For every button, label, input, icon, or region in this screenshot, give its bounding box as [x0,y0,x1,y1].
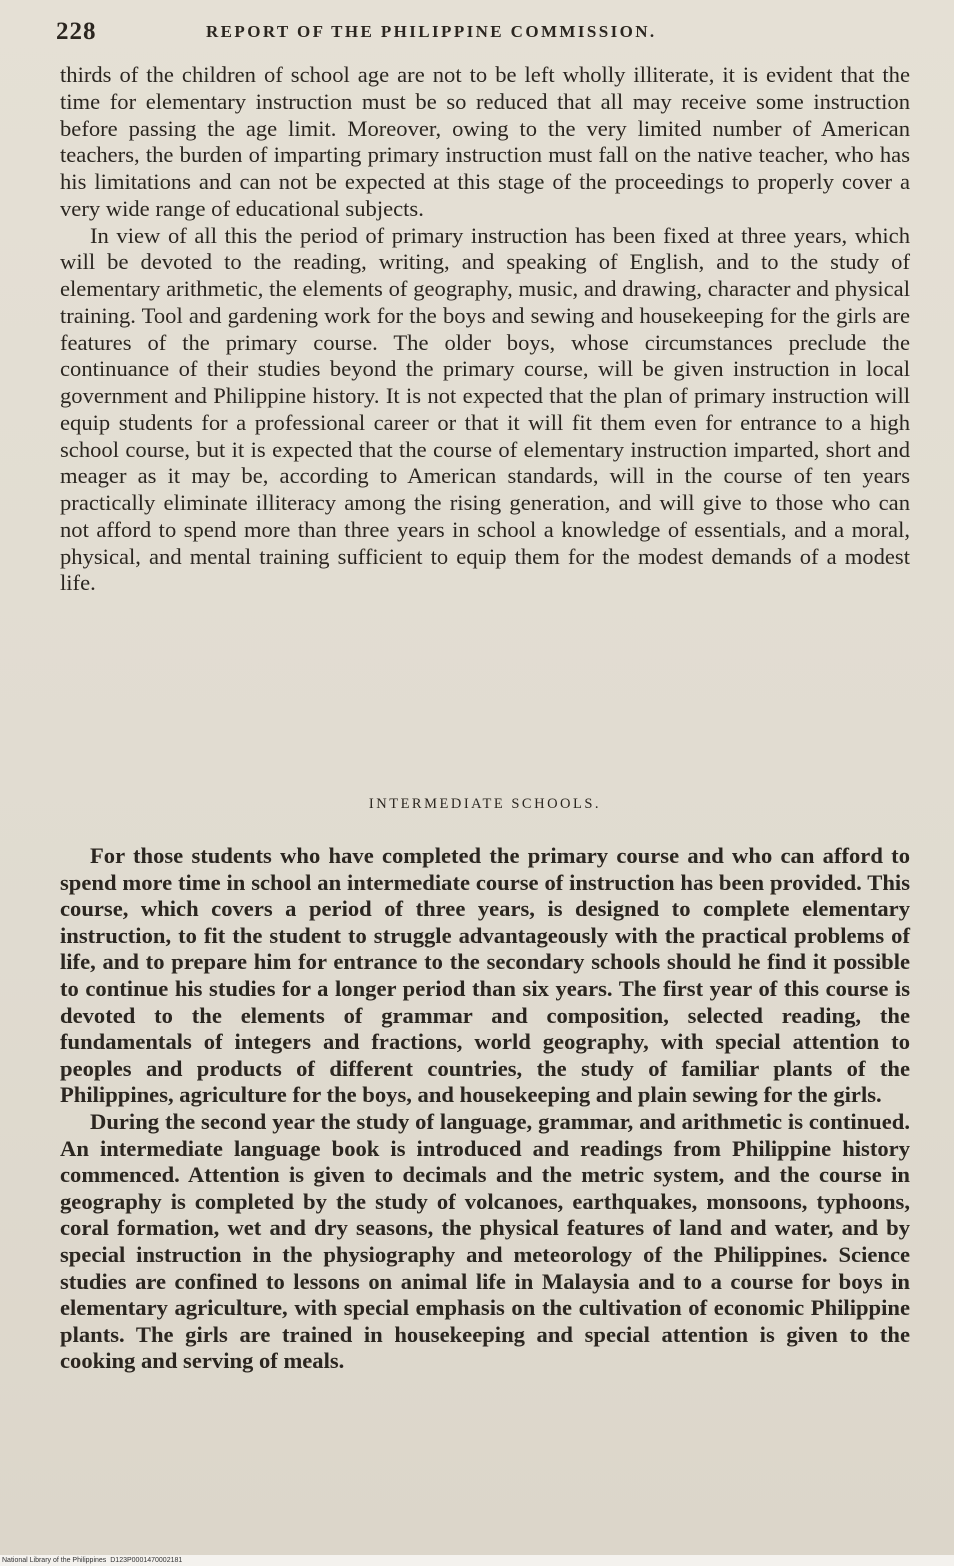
section-heading: INTERMEDIATE SCHOOLS. [368,796,602,812]
body-text-intermediate-schools [60,843,910,1375]
paragraph-second-year: During the second year the study of language, grammar, and arithmetic is continued. An intermediate language book is introduced and readings from Philippine history commenced. Attention is given to decimals and the metric system, and the course in geography is completed by the study of volcanoes, earthquakes, monsoons, typhoons, coral formation, wet and dry seasons, the physical features of land and water, and by special instruction in the physiography and meteorology of the Philippines. Science studies are confined to lessons on animal life in Malaysia and to a course for boys in elementary agriculture, with special emphasis on the cultivation of economic Philippine plants. The girls are trained in housekeeping and special attention is given to the cooking and serving of meals. [60,1108,910,1374]
footer-credit: National Library of the Philippines [2,1557,107,1564]
page-header [56,18,906,48]
paragraph-continued: thirds of the children of school age are not to be left wholly illiterate, it is evident that the time for elementary instruction must be so reduced that all may receive some instruction before passing the age limit. Moreover, owing to the very limited number of American teachers, the burden of imparting primary instruction must fall on the native teacher, who has his limitations and can not be expected at this stage of the proceedings to properly cover a very wide range of educational subjects. [60,62,910,221]
body-text-primary-instruction [60,62,910,597]
paragraph-primary-instruction: In view of all this the period of primary instruction has been fixed at three years, which will be devoted to the reading, writing, and speaking of English, and to the study of elementary arithmetic, the elements of geography, music, and drawing, character and physical training. Tool and gardening work for the boys and sewing and housekeeping for the girls are features of the primary course. The older boys, whose circumstances preclude the continuance of their studies beyond the primary course, will be given instruction in local government and Philippine history. It is not expected that the plan of primary instruction will equip students for a professional career or that it will fit them even for entrance to a high school course, but it is expected that the course of elementary instruction imparted, short and meager as it may be, according to American standards, will in the course of ten years practically eliminate illiteracy among the rising generation, and will give to those who can not afford to spend more than three years in school a knowledge of essentials, and a moral, physical, and mental training sufficient to equip them for the modest demands of a modest life. [60,222,910,596]
paragraph-intermediate-course: For those students who have completed the primary course and who can afford to spend more time in school an intermediate course of instruction has been provided. This course, which covers a period of three years, is designed to complete elementary instruction, to fit the student to struggle advantageously with the practical problems of life, and to prepare him for entrance to the secondary schools should he find it possible to continue his studies for a longer period than six years. The first year of this course is devoted to the elements of grammar and composition, selected reading, the fundamentals of integers and fractions, world geography, with special attention to peoples and products of different countries, the study of familiar plants of the Philippines, agriculture for the boys, and housekeeping and plain sewing for the girls. [60,843,910,1108]
page-number: 228 [56,18,97,45]
footer-identifier: D123P0001470002181 [110,1557,183,1564]
scan-footer [0,1555,954,1566]
running-head: REPORT OF THE PHILIPPINE COMMISSION. [206,22,657,41]
